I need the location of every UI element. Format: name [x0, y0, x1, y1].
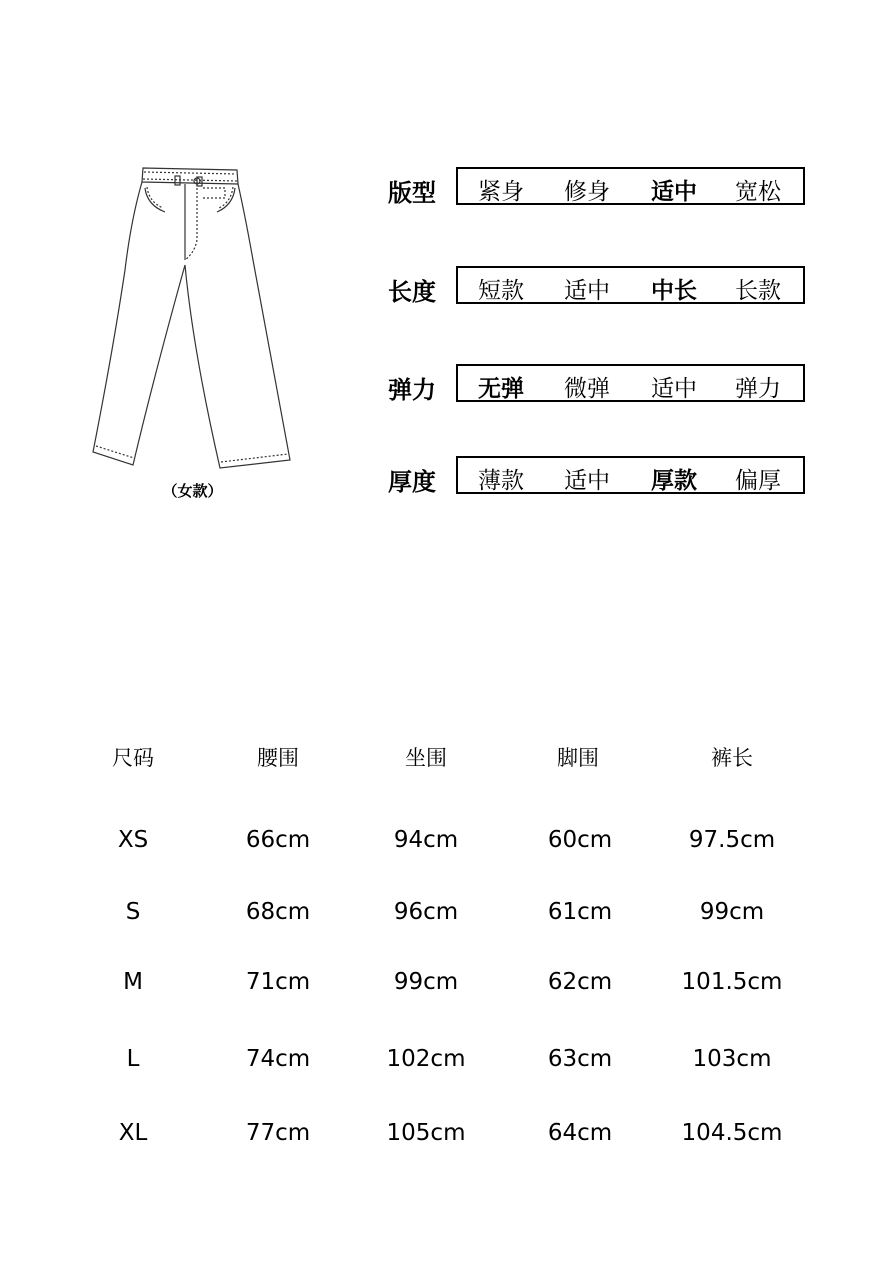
table-cell: 66cm [245, 827, 311, 853]
attribute-option: 宽松 [735, 179, 781, 205]
table-cell: 101.5cm [681, 969, 783, 995]
attribute-option: 偏厚 [735, 468, 781, 494]
attribute-option: 适中 [651, 376, 697, 402]
attribute-option: 紧身 [478, 179, 524, 205]
attribute-label: 长度 [388, 278, 436, 306]
table-cell: 104.5cm [681, 1120, 783, 1146]
table-cell: 99cm [699, 899, 765, 925]
attribute-option-selected: 厚款 [651, 468, 697, 494]
attribute-option-selected: 中长 [651, 278, 697, 304]
table-cell: S [125, 899, 141, 925]
table-cell: 105cm [386, 1120, 466, 1146]
attribute-option-selected: 适中 [651, 179, 697, 205]
table-cell: 77cm [245, 1120, 311, 1146]
attribute-row-thickness [388, 456, 813, 498]
table-cell: 61cm [547, 899, 613, 925]
attribute-option: 长款 [735, 278, 781, 304]
table-cell: 68cm [245, 899, 311, 925]
attribute-option: 适中 [564, 278, 610, 304]
attribute-scale [456, 364, 805, 402]
attribute-row-length [388, 266, 813, 308]
table-cell: 62cm [547, 969, 613, 995]
table-cell: L [126, 1046, 140, 1072]
table-cell: 74cm [245, 1046, 311, 1072]
attribute-label: 厚度 [388, 468, 436, 496]
table-header: 尺码 [112, 746, 154, 770]
attribute-label: 弹力 [388, 376, 436, 404]
table-cell: M [123, 969, 143, 995]
table-cell: 94cm [393, 827, 459, 853]
attribute-option: 弹力 [735, 376, 781, 402]
table-header: 脚围 [557, 746, 599, 770]
table-cell: 99cm [393, 969, 459, 995]
table-header: 腰围 [257, 746, 299, 770]
attribute-row-fit [388, 167, 813, 209]
table-cell: 97.5cm [688, 827, 776, 853]
attribute-option: 微弹 [564, 376, 610, 402]
attribute-scale [456, 266, 805, 304]
table-cell: 63cm [547, 1046, 613, 1072]
table-cell: 96cm [393, 899, 459, 925]
table-cell: 60cm [547, 827, 613, 853]
table-cell: 71cm [245, 969, 311, 995]
attribute-label: 版型 [388, 179, 436, 207]
table-cell: 102cm [386, 1046, 466, 1072]
attribute-option: 适中 [564, 468, 610, 494]
table-header: 裤长 [711, 746, 753, 770]
attribute-option-selected: 无弹 [478, 376, 524, 402]
illustration-caption: （女款） [162, 482, 223, 500]
attribute-scale [456, 167, 805, 205]
table-cell: 64cm [547, 1120, 613, 1146]
table-cell: XS [117, 827, 149, 853]
attribute-row-elasticity [388, 364, 813, 406]
attribute-scale [456, 456, 805, 494]
attribute-option: 修身 [564, 179, 610, 205]
table-cell: 103cm [692, 1046, 772, 1072]
pants-illustration [85, 160, 300, 480]
attribute-option: 短款 [478, 278, 524, 304]
table-header: 坐围 [405, 746, 447, 770]
table-cell: XL [118, 1120, 148, 1146]
attribute-option: 薄款 [478, 468, 524, 494]
